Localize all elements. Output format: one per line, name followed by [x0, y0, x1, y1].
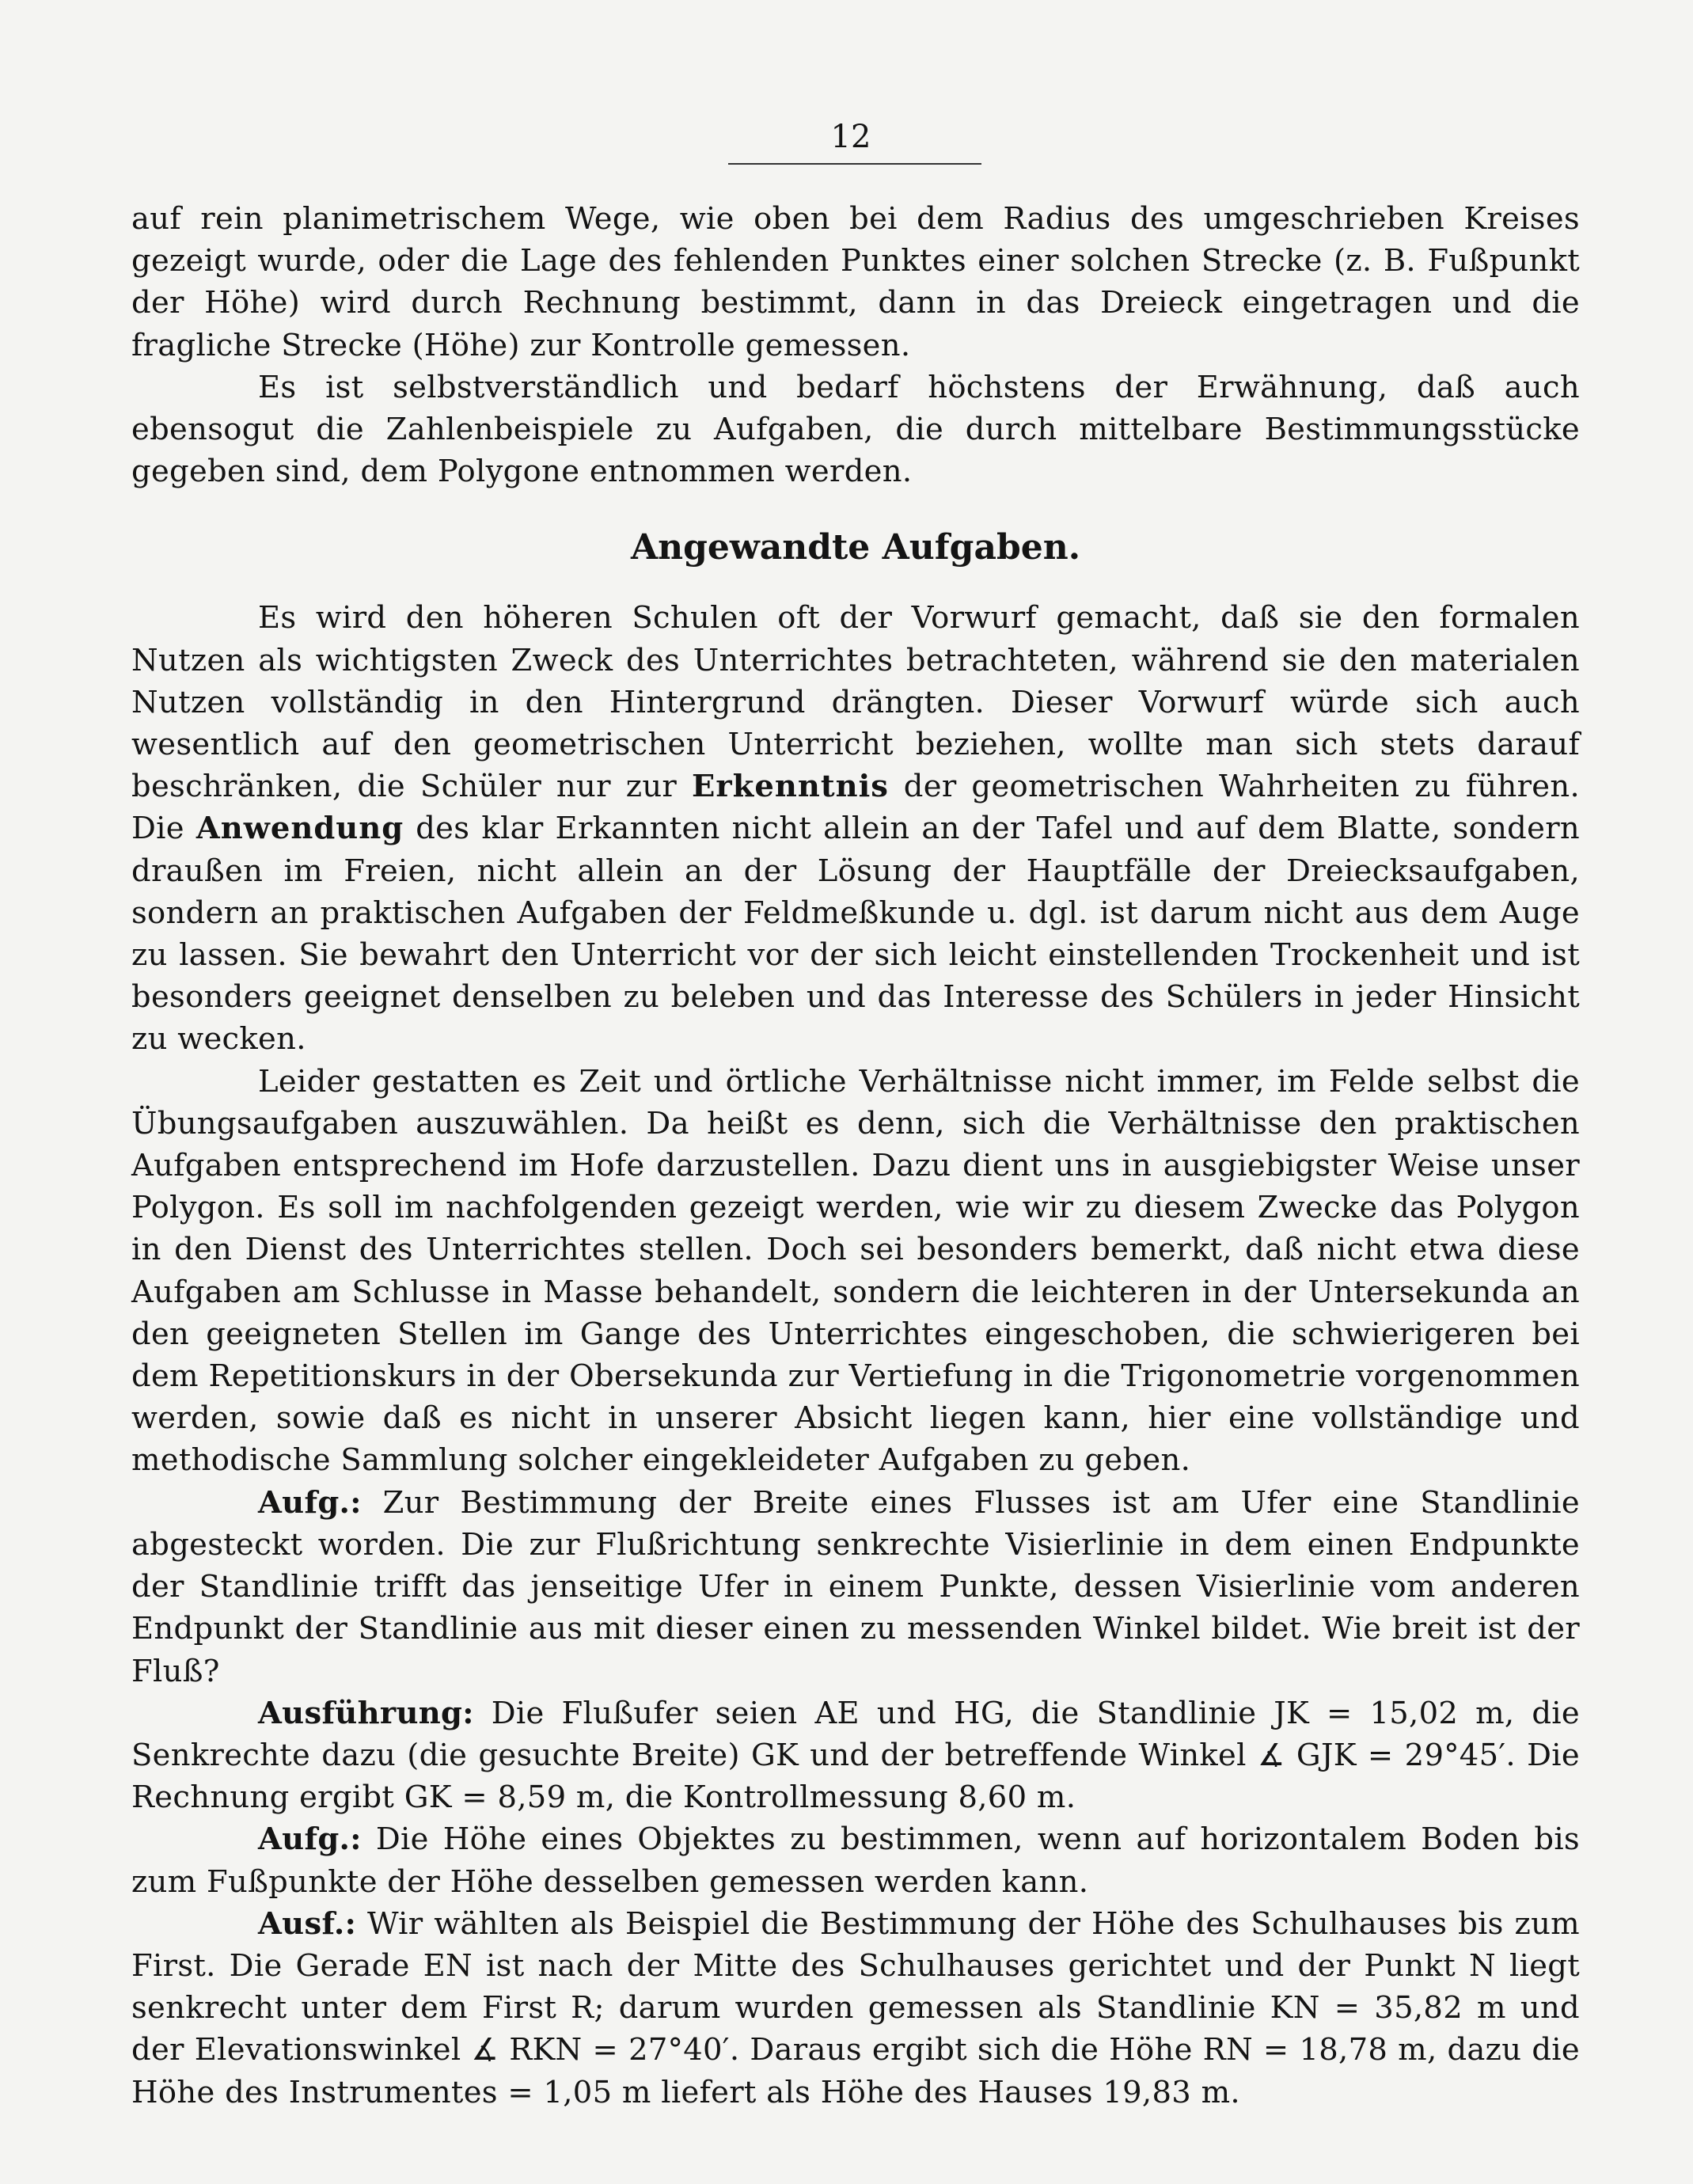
- task-label: Aufg.:: [258, 1821, 362, 1858]
- execution-text: Wir wählten als Beispiel die Bestimmung der Höhe des Schulhauses bis zum First. Die Gerade EN ist nach der Mitte des Schulhauses gerichtet und der Punkt N liegt senkrecht unter dem First R; darum wurden gemessen als Standlinie KN = 35,82 m und der Elevationswinkel ∡ RKN = 27°40′. Daraus ergibt sich die Höhe RN = 18,78 m, dazu die Höhe des Instrumentes = 1,05 m liefert als Höhe des Hauses 19,83 m.: [131, 1905, 1580, 2110]
- text-run: des klar Erkannten nicht allein an der Tafel und auf dem Blatte, sondern draußen im Freien, nicht allein an der Lösung der Hauptfälle der Dreiecksaufgaben, sondern an praktischen Aufgaben der Feldmeßkunde u. dgl. ist darum nicht aus dem Auge zu lassen. Sie bewahrt den Unterricht vor der sich leicht einstellenden Trockenheit und ist besonders geeignet denselben zu beleben und das Interesse des Schülers in jeder Hinsicht zu wecken.: [131, 811, 1581, 1058]
- task-label: Aufg.:: [258, 1484, 362, 1521]
- task-river-width: [131, 1482, 1580, 1692]
- task-text: Die Höhe eines Objektes zu bestimmen, wenn auf horizontalem Boden bis zum Fußpunkte der Höhe desselben gemessen werden kann.: [131, 1821, 1580, 1900]
- body-text: [131, 198, 1580, 2114]
- execution-text: Die Flußufer seien AE und HG, die Standlinie JK = 15,02 m, die Senkrechte dazu (die gesuchte Breite) GK und der betreffende Winkel ∡ GJK = 29°45′. Die Rechnung ergibt GK = 8,59 m, die Kontrollmessung 8,60 m.: [131, 1695, 1580, 1816]
- text-run: der geometrischen Wahrheiten zu führen. Die: [131, 769, 1580, 847]
- execution-object-height: [131, 1903, 1580, 2114]
- task-text: Zur Bestimmung der Breite eines Flusses ist am Ufer eine Standlinie abgesteckt worden. Die zur Flußrichtung senkrechte Visierlinie in dem einen Endpunkte der Standlinie trifft das jenseitige Ufer in einem Punkte, dessen Visierlinie vom anderen Endpunkt der Standlinie aus mit dieser einen zu messenden Winkel bildet. Wie breit ist der Fluß?: [131, 1484, 1580, 1689]
- page-number: 12: [830, 119, 871, 155]
- paragraph-continuation: auf rein planimetrischem Wege, wie oben bei dem Radius des umgeschrieben Kreises gezeigt wurde, oder die Lage des fehlenden Punktes einer solchen Strecke (z. B. Fußpunkt der Höhe) wird durch Rechnung bestimmt, dann in das Dreieck eingetragen und die fragliche Strecke (Höhe) zur Kontrolle gemessen.: [131, 201, 1580, 363]
- keyword-anwendung: Anwendung: [195, 811, 404, 847]
- header-rule: [728, 163, 981, 165]
- paragraph-intro: [131, 597, 1580, 1060]
- execution-river-width: [131, 1692, 1580, 1819]
- paragraph-number-examples: Es ist selbstverständlich und bedarf höchstens der Erwähnung, daß auch ebensogut die Zahlenbeispiele zu Aufgaben, die durch mittelbare Bestimmungsstücke gegeben sind, dem Polygone entnommen werden.: [131, 369, 1580, 490]
- keyword-erkenntnis: Erkenntnis: [692, 769, 889, 805]
- text-run: Es wird den höheren Schulen oft der Vorwurf gemacht, daß sie den formalen Nutzen als wichtigsten Zweck des Unterrichtes betrachteten, während sie den materialen Nutzen vollständig in den Hintergrund drängten. Dieser Vorwurf würde sich auch wesentlich auf den geometrischen Unterricht beziehen, wollte man sich stets darauf beschränken, die Schüler nur zur: [131, 600, 1580, 805]
- paragraph-polygon: Leider gestatten es Zeit und örtliche Verhältnisse nicht immer, im Felde selbst die Übungsaufgaben auszuwählen. Da heißt es denn, sich die Verhältnisse den praktischen Aufgaben entsprechend im Hofe darzustellen. Dazu dient uns in ausgiebigster Weise unser Polygon. Es soll im nachfolgenden gezeigt werden, wie wir zu diesem Zwecke das Polygon in den Dienst des Unterrichtes stellen. Doch sei besonders bemerkt, daß nicht etwa diese Aufgaben am Schlusse in Masse behandelt, sondern die leichteren in der Untersekunda an den geeigneten Stellen im Gange des Unterrichtes eingeschoben, die schwierigeren bei dem Repetitionskurs in der Obersekunda zur Vertiefung in die Trigonometrie vorgenommen werden, sowie daß es nicht in unserer Absicht liegen kann, hier eine vollständige und methodische Sammlung solcher eingekleideter Aufgaben zu geben.: [131, 1063, 1580, 1479]
- execution-label: Ausführung:: [258, 1695, 474, 1731]
- task-object-height: [131, 1818, 1580, 1902]
- section-heading: Angewandte Aufgaben.: [630, 527, 1081, 568]
- execution-label: Ausf.:: [258, 1905, 357, 1942]
